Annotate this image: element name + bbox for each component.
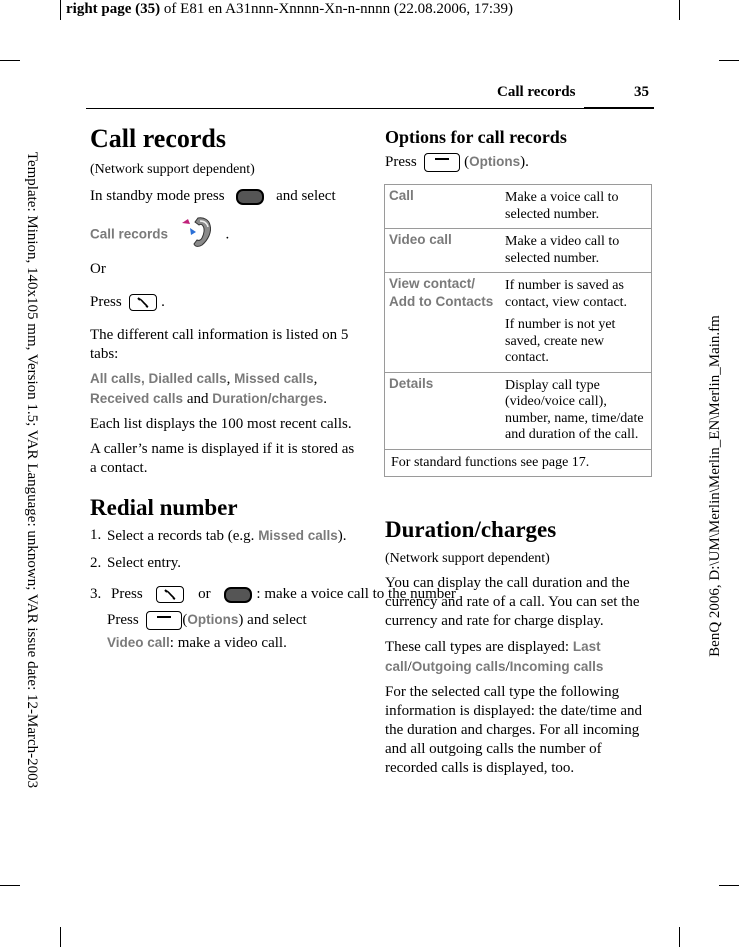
header-rule — [86, 108, 584, 109]
network-note: (Network support dependent) — [90, 162, 255, 177]
duration-display-para: You can display the call duration and the currency and rate of a call. You can set the currency and rate for charge display. — [385, 575, 640, 629]
or-text: Or — [90, 261, 106, 277]
table-label — [385, 229, 500, 273]
options-label: Options — [469, 154, 521, 169]
step-1 — [90, 526, 358, 546]
step-1-number: 1. — [90, 527, 102, 543]
tab-duration-charges: Duration/charges — [212, 391, 324, 406]
option-details-desc: Display call type (video/voice call), number, name, time/date and duration of the call. — [505, 377, 644, 442]
type-incoming-calls: Incoming calls — [509, 659, 604, 674]
table-row — [385, 273, 652, 373]
duration-network-note: (Network support dependent) — [385, 551, 550, 566]
step-3-number: 3. — [90, 586, 102, 602]
and-text: and — [186, 391, 209, 407]
page-header-bold: right page (35) — [66, 1, 161, 17]
step-3-video-call: Video call — [107, 635, 170, 651]
step-3-video-text: : make a video call. — [169, 635, 287, 652]
options-table — [384, 184, 652, 477]
step-1-end: ). — [337, 528, 347, 544]
step-3-options: Options — [187, 612, 239, 627]
template-info-side-text: Template: Minion, 140x105 mm, Version 1.5; VAR Language: unknown; VAR issue date: 12-March-2003 — [24, 151, 40, 789]
header-rule-thick — [584, 107, 654, 109]
page-header-rest: of E81 en A31nnn-Xnnnn-Xn-n-nnnn (22.08.2006, 17:39) — [160, 1, 514, 17]
option-view-contact-desc-1: If number is saved as contact, view contact. — [505, 278, 628, 310]
crop-mark — [60, 0, 61, 20]
step-1-text: Select a records tab (e.g. — [107, 528, 255, 544]
crop-mark — [679, 0, 680, 20]
option-view-contact: View contact/ Add to Contacts — [389, 276, 494, 309]
table-label — [385, 372, 500, 449]
table-value — [499, 273, 652, 373]
crop-mark — [679, 927, 680, 947]
table-value — [499, 372, 652, 449]
page-title: Call records — [90, 124, 226, 153]
step-3-voice-text: : make a voice call to the number — [256, 586, 456, 602]
tab-dialled-calls: Dialled calls — [148, 371, 227, 386]
press-text: Press — [90, 294, 122, 310]
caller-note: A caller’s name is displayed if it is stored as a contact. — [90, 441, 355, 476]
soft-key-icon — [146, 611, 182, 630]
table-row — [385, 185, 652, 229]
call-records-menu-icon — [178, 214, 222, 256]
call-key-icon — [156, 586, 184, 603]
standby-text-2: and select — [276, 188, 336, 204]
step-2-text: Select entry. — [107, 555, 181, 571]
option-details: Details — [389, 375, 434, 391]
running-head-page-number: 35 — [634, 84, 649, 100]
menu-call-records: Call records — [90, 226, 169, 242]
tab-all-calls: All calls — [90, 371, 142, 386]
table-row — [385, 372, 652, 449]
table-row — [385, 449, 652, 477]
tab-received-calls: Received calls — [90, 391, 184, 406]
duration-info-para: For the selected call type the following information is displayed: the date/time and the duration and charges. For all incoming and all outgoing calls the number of recorded calls is displayed, too. — [385, 684, 643, 776]
left-column: Call records (Network support dependent) In standby mode press and select Call records . Or Press . The different call information is listed on 5 tabs: All calls, Dialled calls, Missed calls, Received calls and Duration/charges. Each list displays the 100 most recent calls. A caller’s name is displayed if it is stored as a contact. Redial number 1. Select a records tab (e.g. Missed calls). 2. Select entry. 3. Press or : make a voice call to the number Press (Options) and select Video call: make a video call. — [90, 124, 456, 652]
step-3: 3. Press or : make a voice call to the number Press (Options) and select Video call: make a video call. — [90, 586, 456, 652]
file-path-side-text: BenQ 2006, D:\UM\Merlin\Merlin_EN\Merlin_Main.fm — [707, 315, 723, 657]
standby-text: In standby mode press — [90, 188, 225, 204]
option-call-desc: Make a voice call to selected number. — [505, 190, 619, 222]
duration-title: Duration/charges — [385, 517, 557, 542]
table-label — [385, 185, 500, 229]
running-head-title: Call records — [497, 84, 576, 100]
call-key-icon — [129, 294, 157, 311]
step-1-missed-calls: Missed calls — [258, 528, 338, 543]
tab-missed-calls: Missed calls — [234, 371, 314, 386]
type-outgoing-calls: Outgoing calls — [411, 659, 506, 674]
crop-mark — [0, 885, 20, 886]
navigation-key-icon — [224, 587, 252, 603]
duration-section: Duration/charges (Network support dependent) You can display the call duration and the currency and rate of a call. You can set the currency and rate for charge display. These call types are displayed: Last call/Outgoing calls/Incoming calls For the selected call type the following information is displayed: the date/time and the duration and charges. For all incoming and all outgoing calls the number of recorded calls is displayed, too. — [385, 516, 653, 778]
option-view-contact-desc-2: If number is not yet saved, create new contact. — [505, 317, 616, 365]
crop-mark — [0, 60, 20, 61]
options-title: Options for call records — [385, 127, 567, 147]
type-last-call: Last call — [385, 639, 601, 674]
step-3-or: or — [198, 586, 211, 602]
navigation-key-icon — [236, 189, 264, 205]
call-types-intro: These call types are displayed: — [385, 639, 570, 655]
page-header — [66, 1, 513, 18]
table-row — [385, 229, 652, 273]
tabs-intro: The different call information is listed on 5 tabs: — [90, 327, 349, 362]
step-2 — [90, 554, 358, 573]
option-video-call-desc: Make a video call to selected number. — [505, 234, 620, 266]
option-call: Call — [389, 188, 414, 203]
option-video-call: Video call — [389, 232, 452, 247]
list-note: Each list displays the 100 most recent calls. — [90, 416, 352, 432]
soft-key-icon — [424, 153, 460, 172]
step-2-number: 2. — [90, 555, 102, 571]
right-column: Options for call records Press (Options). — [385, 126, 653, 172]
table-label — [385, 273, 500, 373]
redial-title: Redial number — [90, 495, 238, 520]
options-press: Press — [385, 154, 417, 170]
step-3-press-2: Press — [107, 612, 139, 628]
crop-mark — [60, 927, 61, 947]
step-3-and-select: and select — [247, 612, 307, 628]
table-value — [499, 229, 652, 273]
table-footer: For standard functions see page 17. — [385, 449, 652, 477]
table-value — [499, 185, 652, 229]
step-3-press: Press — [111, 586, 143, 602]
